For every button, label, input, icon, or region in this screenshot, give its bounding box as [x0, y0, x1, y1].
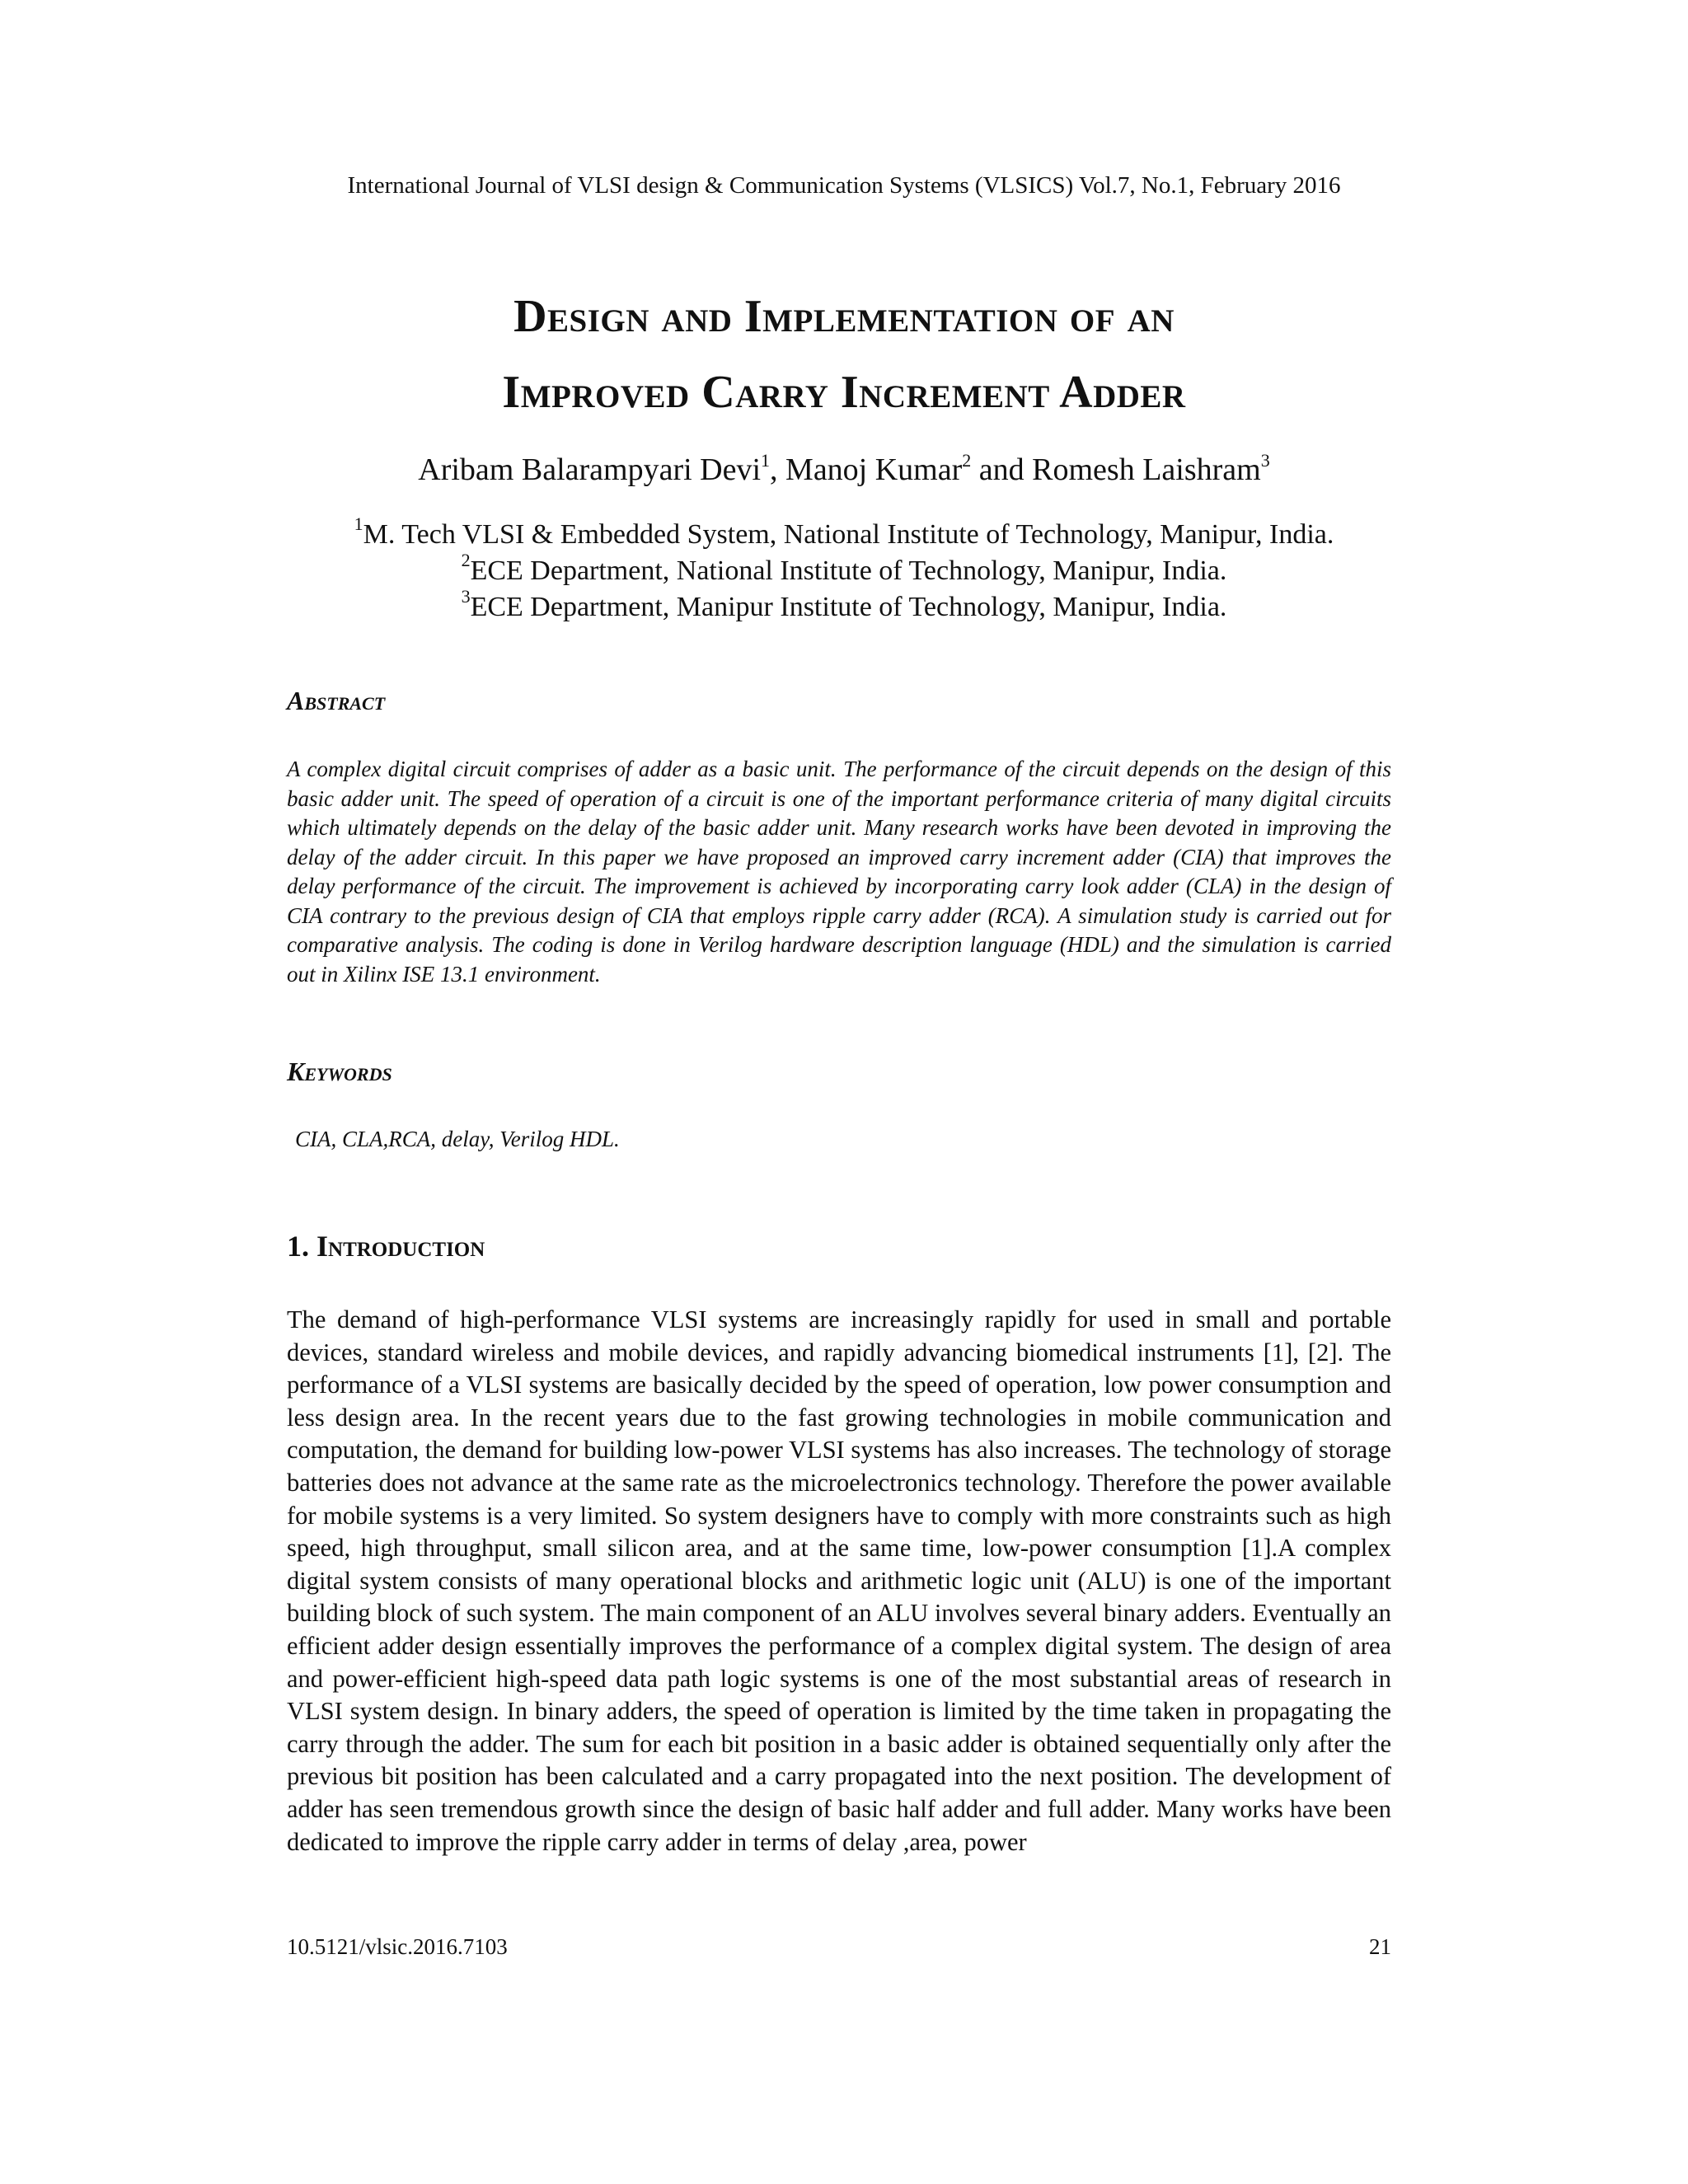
- introduction-heading: 1. Introduction: [287, 1230, 485, 1263]
- affiliation-text: ECE Department, Manipur Institute of Technology, Manipur, India.: [470, 592, 1227, 622]
- footer-doi: 10.5121/vlsic.2016.7103: [287, 1934, 508, 1959]
- keywords-text: CIA, CLA,RCA, delay, Verilog HDL.: [295, 1127, 620, 1151]
- author-separator: and: [971, 452, 1033, 487]
- author-separator: ,: [770, 452, 786, 487]
- introduction-text: The demand of high-performance VLSI systems are increasingly rapidly for used in small and portable devices, standard wireless and mobile devices, and rapidly advancing biomedical instruments [1], [2]. The performance of a VLSI systems are basically decided by the speed of operation, low power consumption and less design area. In the recent years due to the fast growing technologies in mobile communication and computation, the demand for building low-power VLSI systems has also increases. The technology of storage batteries does not advance at the same rate as the microelectronics technology. Therefore the power available for mobile systems is a very limited. So system designers have to comply with more constraints such as high speed, high throughput, small silicon area, and at the same time, low-power consumption [1].A complex digital system consists of many operational blocks and arithmetic logic unit (ALU) is one of the important building block of such system. The main component of an ALU involves several binary adders. Eventually an efficient adder design essentially improves the performance of a complex digital system. The design of area and power-efficient high-speed data path logic systems is one of the most substantial areas of research in VLSI system design. In binary adders, the speed of operation is limited by the time taken in propagating the carry through the adder. The sum for each bit position in a basic adder is obtained sequentially only after the previous bit position has been calculated and a carry propagated into the next position. The development of adder has seen tremendous growth since the design of basic half adder and full adder. Many works have been dedicated to improve the ripple carry adder in terms of delay ,area, power: [287, 1305, 1391, 1856]
- author-mark: 2: [962, 450, 972, 471]
- affiliation-mark: 1: [354, 513, 363, 534]
- author-mark: 3: [1260, 450, 1270, 471]
- abstract-heading: Abstract: [287, 686, 386, 715]
- author-mark: 1: [761, 450, 771, 471]
- affiliation-mark: 2: [461, 550, 471, 570]
- title-line-1: Design and Implementation of an: [513, 291, 1175, 342]
- affiliation: [165, 550, 1523, 589]
- affiliation-text: M. Tech VLSI & Embedded System, National Institute of Technology, Manipur, India.: [363, 519, 1334, 550]
- running-header: International Journal of VLSI design & Communication Systems (VLSICS) Vol.7, No.1, February 2016: [347, 172, 1341, 199]
- affiliation: [165, 513, 1523, 553]
- abstract-text: A complex digital circuit comprises of adder as a basic unit. The performance of the circuit depends on the design of this basic adder unit. The speed of operation of a circuit is one of the important performance criteria of many digital circuits which ultimately depends on the delay of the basic adder unit. Many research works have been devoted in improving the delay of the adder circuit. In this paper we have proposed an improved carry increment adder (CIA) that improves the delay performance of the circuit. The improvement is achieved by incorporating carry look adder (CLA) in the design of CIA contrary to the previous design of CIA that employs ripple carry adder (RCA). A simulation study is carried out for comparative analysis. The coding is done in Verilog hardware description language (HDL) and the simulation is carried out in Xilinx ISE 13.1 environment.: [287, 757, 1391, 987]
- author-name: Manoj Kumar: [785, 452, 963, 487]
- affiliation-text: ECE Department, National Institute of Technology, Manipur, India.: [470, 555, 1227, 586]
- page-number: 21: [1369, 1934, 1391, 1959]
- title-line-2: Improved Carry Increment Adder: [502, 367, 1186, 418]
- keywords-heading: Keywords: [287, 1057, 392, 1086]
- affiliation: [165, 586, 1523, 626]
- paper-title: [165, 279, 1523, 430]
- author-name: Romesh Laishram: [1032, 452, 1261, 487]
- author-list: [165, 449, 1523, 490]
- affiliation-list: [165, 513, 1523, 626]
- affiliation-mark: 3: [461, 586, 471, 607]
- author-name: Aribam Balarampyari Devi: [418, 452, 762, 487]
